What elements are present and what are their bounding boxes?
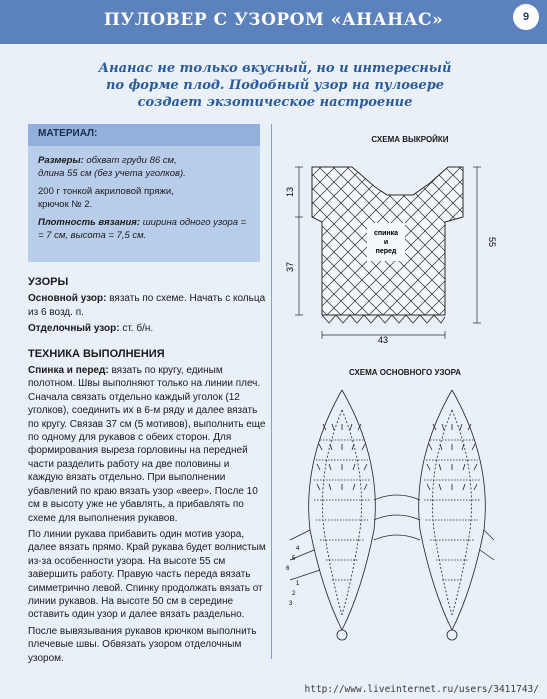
schematic-diagram [285, 147, 525, 357]
dimension-43: 43 [377, 335, 389, 345]
page-number-badge: 9 [513, 4, 539, 30]
density-paragraph [38, 216, 254, 242]
dimension-37: 37 [285, 261, 295, 273]
stitch-bases [337, 630, 457, 640]
finish-pattern-paragraph [28, 322, 266, 335]
schematic-label-3: перед [375, 248, 397, 255]
technique-paragraph-1 [28, 364, 266, 525]
patterns-heading: УЗОРЫ [28, 276, 69, 288]
intro-line-3: создает экзотическое настроение [137, 95, 413, 110]
row-label-1: 1 [296, 581, 300, 587]
row-label-2: 2 [292, 591, 296, 597]
finish-pattern-text: ст. б/н. [122, 323, 154, 335]
yarn-line-2: крючок № 2. [38, 199, 93, 210]
row-label-6: 6 [286, 566, 290, 572]
main-pattern-text: вязать по схеме. Начать с кольца из 6 возд. п. [28, 293, 266, 318]
finish-pattern-label: Отделочный узор: [28, 323, 120, 335]
stitch-motif-right [419, 390, 486, 630]
density-label: Плотность вязания: [38, 217, 141, 228]
density-value: ширина одного узора = [142, 217, 247, 228]
stitch-chart-title: СХЕМА ОСНОВНОГО УЗОРА [349, 368, 461, 377]
column-divider [271, 124, 272, 659]
material-body [38, 154, 254, 247]
material-box [28, 124, 260, 262]
main-pattern-paragraph [28, 292, 266, 319]
yarn-paragraph [38, 185, 254, 211]
schematic-title: СХЕМА ВЫКРОЙКИ [371, 135, 449, 144]
sizes-value: обхват груди 86 см, [86, 155, 177, 166]
technique-p1-label: Спинка и перед: [28, 365, 109, 377]
intro-line-2: по форме плод. Подобный узор на пуловере [105, 78, 445, 93]
sizes-value-2: длина 55 см (без учета уголков). [38, 168, 186, 179]
row-label-3: 3 [289, 601, 293, 607]
technique-p1-text: вязать по кругу, единым полотном. Швы выполняют только на линии плеч. Сначала связать отдельно каждый уголок (12 уголков), соединить их в 6-м ряду и далее вязать по кругу. Связав 37 см (5 мотивов), выполнить еще по одному для рукавов с обеих сторон. Для формирования выреза горловины на передней части разделить работу на две половины и каждую вязать отдельно. При выполнении убавлений по краю вязать узор «веер». После 10 см в высоту уже не убавлять, а прибавлять по схеме для выполнения рукавов. [28, 365, 266, 524]
row-label-4: 4 [296, 546, 300, 552]
page-title: ПУЛОВЕР С УЗОРОМ «АНАНАС» [103, 10, 444, 30]
yarn-line-1: 200 г тонкой акриловой пряжи, [38, 186, 174, 197]
main-pattern-label: Основной узор: [28, 293, 107, 305]
sizes-paragraph [38, 154, 254, 180]
schematic-label-2: и [383, 239, 389, 246]
schematic-label-1: спинка [373, 230, 399, 237]
technique-heading: ТЕХНИКА ВЫПОЛНЕНИЯ [28, 347, 165, 360]
stitch-chart [282, 380, 522, 650]
density-value-2: = 7 см, высота = 7,5 см. [38, 230, 147, 241]
dimension-55: 55 [487, 236, 497, 248]
watermark-url: http://www.liveinternet.ru/users/3411743/ [304, 684, 539, 695]
stitch-motif-left [309, 390, 376, 630]
technique-paragraph-2: По линии рукава прибавить один мотив узора, далее вязать прямо. Край рукава будет волнистым из-за особенности узора. На высоте 55 см завершить работу. Правую часть переда вязать симметрично левой. Спинку продолжать вязать от линии рукавов. На высоте 50 см в середине оставить один узор и далее вязать раздельно. [28, 528, 266, 621]
intro-text [70, 60, 480, 111]
technique-paragraph-3: После вывязывания рукавов крючком выполнить плечевые швы. Обвязать узором отделочным узором. [28, 625, 257, 664]
material-heading: МАТЕРИАЛ: [28, 124, 260, 146]
sizes-label: Размеры: [38, 155, 84, 166]
intro-line-1: Ананас не только вкусный, но и интересный [98, 61, 452, 76]
dimension-13: 13 [285, 186, 295, 198]
instructions-column [28, 276, 266, 668]
row-label-5: 5 [292, 556, 296, 562]
